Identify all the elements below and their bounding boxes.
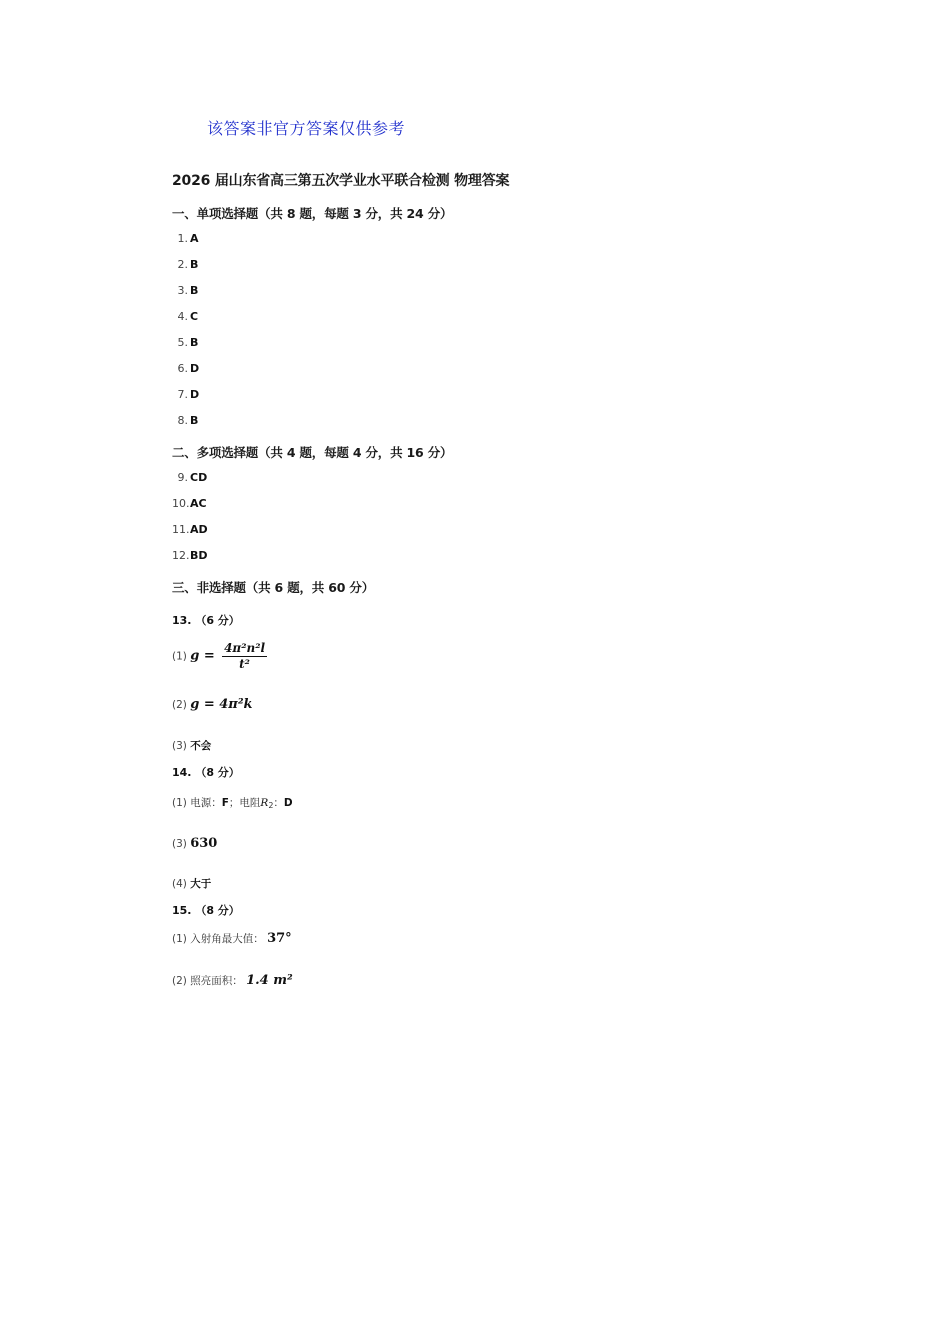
item-number: 3.: [177, 284, 188, 297]
item-number: 12.: [172, 549, 190, 562]
item-number: 8.: [177, 414, 188, 427]
q13-part2: [172, 697, 253, 712]
part-text: ；电阻: [228, 797, 261, 809]
item-answer: AD: [190, 523, 208, 536]
item-number: 6.: [177, 362, 188, 375]
fraction-numerator: 4π²n²l: [224, 641, 266, 655]
answer-item: [172, 232, 199, 245]
item-answer: C: [190, 310, 199, 323]
part-label: (1): [172, 650, 187, 663]
item-number: 9.: [177, 471, 188, 484]
disclaimer-notice: 该答案非官方答案仅供参考: [207, 119, 406, 138]
question-15-heading: 15. （8 分）: [172, 904, 240, 917]
answer-item: [172, 549, 208, 562]
item-answer: AC: [190, 497, 207, 510]
power-answer: F: [221, 797, 229, 809]
answer-item: [172, 362, 199, 375]
item-answer: BD: [190, 549, 208, 562]
answer-item: [172, 523, 208, 536]
item-answer: A: [190, 232, 199, 245]
formula: g = 4π²k: [190, 697, 253, 712]
item-number: 11.: [172, 523, 190, 536]
answer-item: [172, 258, 198, 271]
q15-part2: [172, 973, 293, 988]
q14-part1: [172, 795, 293, 810]
section3-heading: 三、非选择题（共 6 题，共 60 分）: [172, 580, 375, 595]
fraction-denominator: t²: [239, 657, 250, 671]
q13-part1: [172, 641, 267, 672]
part-text: ：: [273, 797, 284, 809]
item-answer: CD: [190, 471, 208, 484]
part-label: (4): [172, 878, 187, 890]
resistor-subscript: 2: [268, 801, 274, 810]
question-13-heading: 13. （6 分）: [172, 614, 240, 627]
part-text: 入射角最大值：: [190, 933, 264, 945]
part-answer: 不会: [190, 740, 212, 752]
part-answer: 1.4 m²: [246, 973, 293, 988]
answer-item: [172, 497, 207, 510]
answer-item: [172, 310, 198, 323]
q14-part3: [172, 836, 217, 851]
answer-item: [172, 336, 198, 349]
part-label: (2): [172, 975, 187, 987]
item-number: 7.: [177, 388, 188, 401]
formula-fraction: [222, 641, 267, 672]
formula-lhs: g =: [190, 648, 215, 664]
q14-part4: [172, 876, 211, 891]
resistor-answer: D: [283, 797, 293, 809]
part-label: (3): [172, 740, 187, 752]
item-answer: B: [190, 284, 199, 297]
item-number: 1.: [177, 232, 188, 245]
part-label: (2): [172, 699, 187, 711]
section2-heading: 二、多项选择题（共 4 题，每题 4 分，共 16 分）: [172, 445, 453, 460]
item-answer: D: [190, 362, 200, 375]
item-number: 2.: [177, 258, 188, 271]
part-text: 电源：: [190, 797, 222, 809]
answer-item: [172, 388, 199, 401]
section1-heading: 一、单项选择题（共 8 题，每题 3 分，共 24 分）: [172, 206, 453, 221]
part-answer: 37°: [267, 931, 292, 946]
q15-part1: [172, 931, 292, 946]
q13-part3: [172, 738, 211, 753]
part-label: (3): [172, 838, 187, 850]
part-label: (1): [172, 933, 187, 945]
question-14-heading: 14. （8 分）: [172, 766, 240, 779]
resistor-symbol: R: [260, 797, 269, 809]
item-number: 10.: [172, 497, 190, 510]
item-number: 4.: [177, 310, 188, 323]
part-text: 照亮面积：: [190, 975, 243, 987]
answer-item: [172, 284, 198, 297]
document-title: 2026 届山东省高三第五次学业水平联合检测 物理答案: [172, 173, 510, 189]
item-answer: B: [190, 336, 199, 349]
part-answer: 大于: [190, 878, 212, 890]
item-answer: D: [190, 388, 200, 401]
item-answer: B: [190, 414, 199, 427]
part-answer: 630: [190, 836, 218, 851]
answer-item: [172, 471, 207, 484]
answer-item: [172, 414, 198, 427]
item-answer: B: [190, 258, 199, 271]
item-number: 5.: [177, 336, 188, 349]
part-label: (1): [172, 797, 187, 809]
